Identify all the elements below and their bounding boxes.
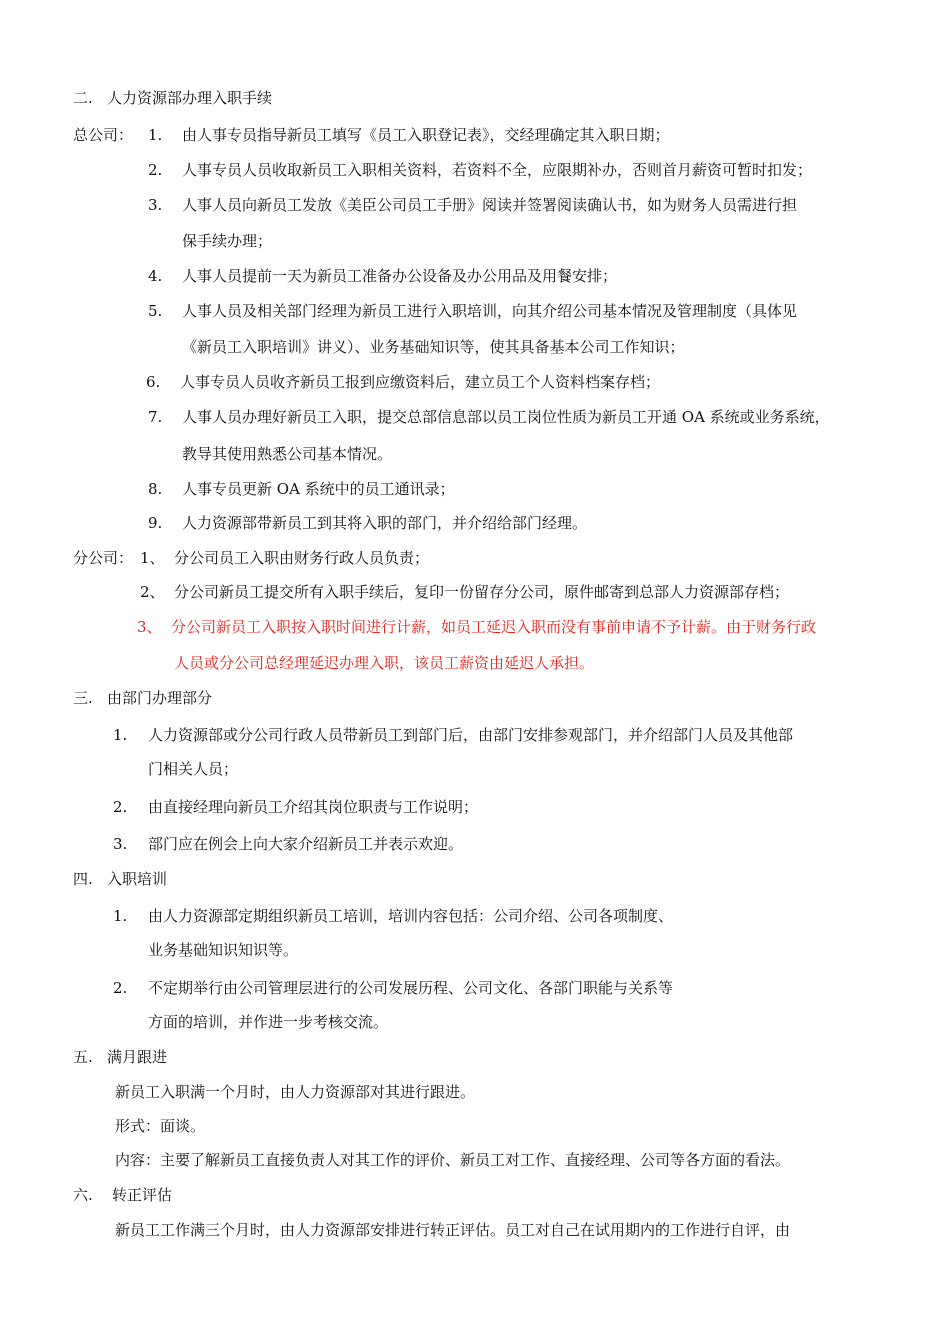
list-item-number: 7.	[148, 408, 163, 426]
list-item-number: 2.	[148, 161, 163, 179]
list-item-number: 5.	[148, 302, 163, 320]
list-item-continuation: 教导其使用熟悉公司基本情况。	[182, 445, 393, 463]
list-item: 人事专员人员收取新员工入职相关资料，若资料不全，应限期补办，否则首月薪资可暂时扣发；	[182, 161, 813, 179]
section-5-title: 满月跟进	[107, 1048, 168, 1066]
section-2-number: 二.	[73, 89, 93, 107]
list-item: 由直接经理向新员工介绍其岗位职责与工作说明；	[148, 798, 479, 816]
paragraph-line: 新员工入职满一个月时，由人力资源部对其进行跟进。	[115, 1083, 476, 1101]
list-item-number: 2、	[140, 583, 165, 601]
list-item: 人事人员提前一天为新员工准备办公设备及办公用品及用餐安排；	[182, 267, 618, 285]
list-item: 人事专员更新 OA 系统中的员工通讯录；	[182, 480, 455, 498]
list-item-continuation: 保手续办理；	[182, 232, 273, 250]
list-item-number: 4.	[148, 267, 163, 285]
section-2-title: 人力资源部办理入职手续	[107, 89, 273, 107]
section-6-title: 转正评估	[112, 1186, 173, 1204]
list-item-number: 1.	[148, 126, 163, 144]
list-item: 由人力资源部定期组织新员工培训，培训内容包括：公司介绍、公司各项制度、	[148, 907, 674, 925]
paragraph-line: 内容：主要了解新员工直接负责人对其工作的评价、新员工对工作、直接经理、公司等各方面的看法。	[115, 1151, 791, 1169]
list-item-continuation: 方面的培训，并作进一步考核交流。	[148, 1013, 389, 1031]
list-item: 人力资源部带新员工到其将入职的部门，并介绍给部门经理。	[182, 514, 588, 532]
section-6-number: 六.	[73, 1186, 93, 1204]
list-item-number: 6.	[146, 373, 161, 391]
list-item: 部门应在例会上向大家介绍新员工并表示欢迎。	[148, 835, 464, 853]
list-item-number: 2.	[113, 798, 128, 816]
list-item-number: 1、	[140, 549, 165, 567]
section-4-number: 四.	[73, 870, 93, 888]
highlighted-item-number: 3、	[137, 618, 162, 636]
hq-label: 总公司：	[73, 126, 134, 144]
section-3-title: 由部门办理部分	[107, 689, 213, 707]
list-item-number: 1.	[113, 726, 128, 744]
list-item-number: 1.	[113, 907, 128, 925]
section-3-number: 三.	[73, 689, 93, 707]
paragraph-line: 新员工工作满三个月时，由人力资源部安排进行转正评估。员工对自己在试用期内的工作进行自评，由	[115, 1221, 791, 1239]
list-item: 人事人员办理好新员工入职，提交总部信息部以员工岗位性质为新员工开通 OA 系统或业务系统，	[182, 408, 830, 426]
list-item-number: 3.	[113, 835, 128, 853]
list-item: 人力资源部或分公司行政人员带新员工到部门后，由部门安排参观部门，并介绍部门人员及其他部	[148, 726, 794, 744]
list-item: 人事专员人员收齐新员工报到应缴资料后，建立员工个人资料档案存档；	[180, 373, 661, 391]
list-item: 分公司新员工提交所有入职手续后，复印一份留存分公司，原件邮寄到总部人力资源部存档；	[174, 583, 790, 601]
list-item: 不定期举行由公司管理层进行的公司发展历程、公司文化、各部门职能与关系等	[148, 979, 674, 997]
list-item-continuation: 业务基础知识知识等。	[148, 941, 299, 959]
list-item: 人事人员及相关部门经理为新员工进行入职培训，向其介绍公司基本情况及管理制度（具体见	[182, 302, 798, 320]
list-item: 分公司员工入职由财务行政人员负责；	[174, 549, 430, 567]
highlighted-list-item-continuation: 人员或分公司总经理延迟办理入职，该员工薪资由延迟人承担。	[174, 654, 595, 672]
branch-label: 分公司：	[73, 549, 134, 567]
paragraph-line: 形式：面谈。	[115, 1117, 206, 1135]
section-4-title: 入职培训	[107, 870, 168, 888]
highlighted-list-item: 分公司新员工入职按入职时间进行计薪，如员工延迟入职而没有事前申请不予计薪。由于财务行政	[171, 618, 817, 636]
list-item-number: 2.	[113, 979, 128, 997]
list-item-continuation: 门相关人员；	[148, 760, 239, 778]
section-5-number: 五.	[73, 1048, 93, 1066]
list-item: 人事人员向新员工发放《美臣公司员工手册》阅读并签署阅读确认书，如为财务人员需进行担	[182, 196, 798, 214]
list-item-number: 3.	[148, 196, 163, 214]
list-item: 由人事专员指导新员工填写《员工入职登记表》，交经理确定其入职日期；	[182, 126, 670, 144]
list-item-number: 8.	[148, 480, 163, 498]
list-item-continuation: 《新员工入职培训》讲义）、业务基础知识等，使其具备基本公司工作知识；	[182, 338, 685, 356]
list-item-number: 9.	[148, 514, 163, 532]
